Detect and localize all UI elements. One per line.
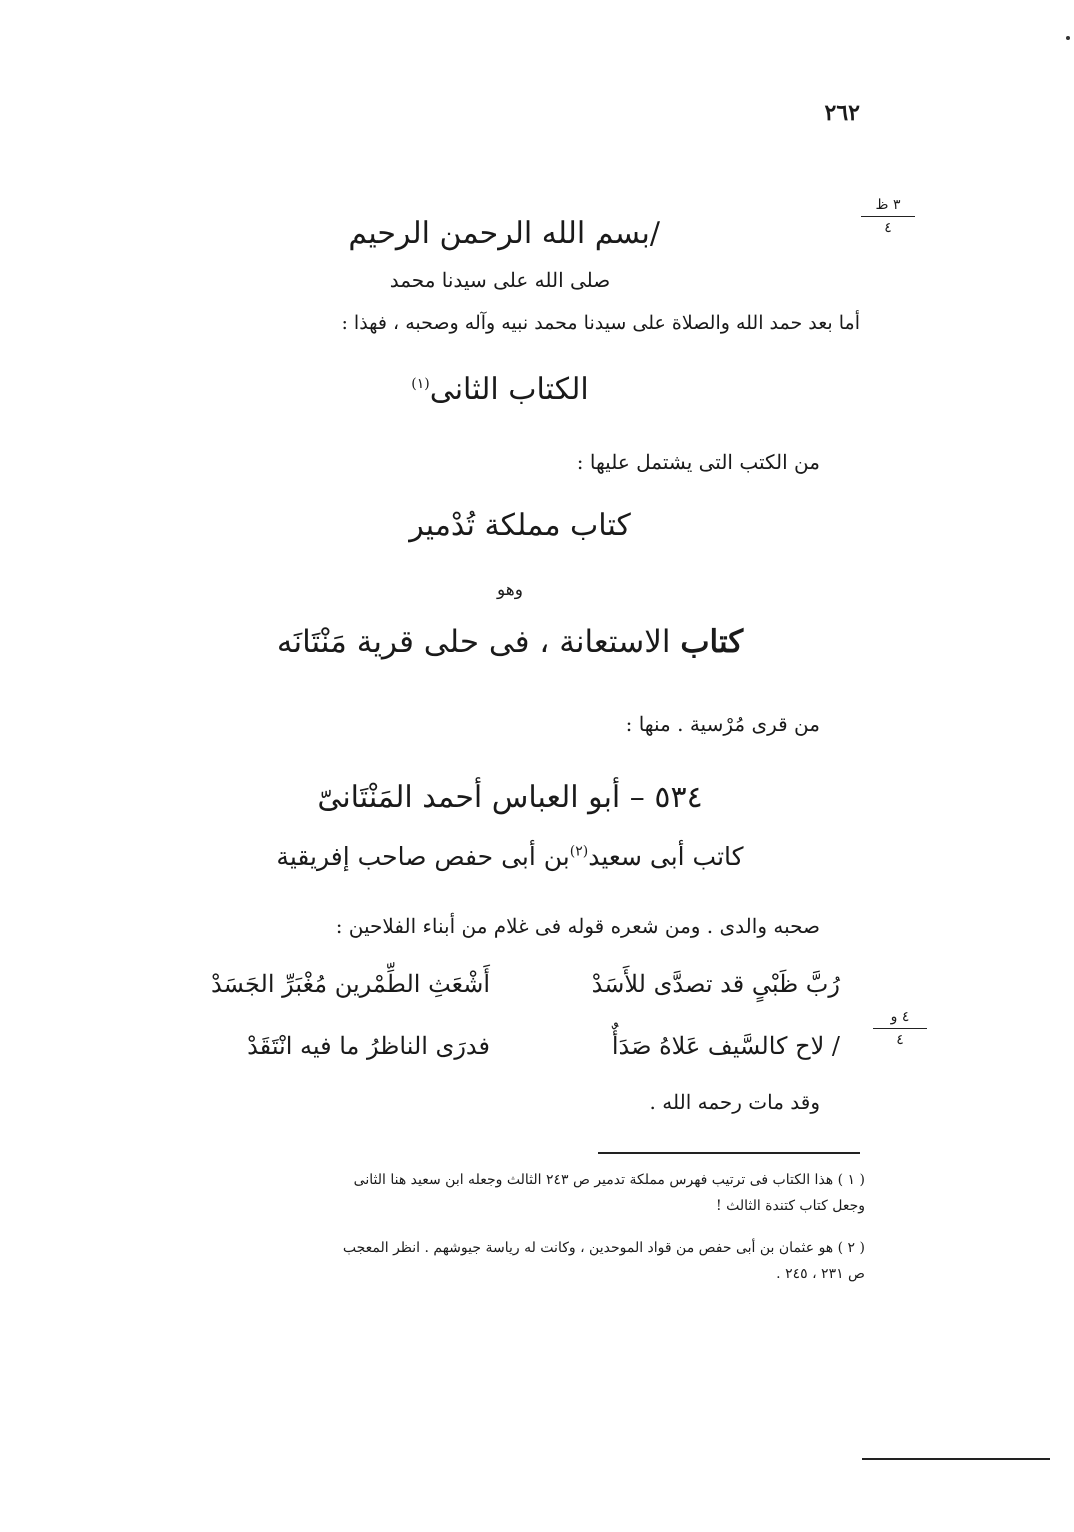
book-title-text: الكتاب الثانى [429, 372, 589, 407]
entry-title: ٥٣٤ – أبو العباس أحمد المَنْتَانىّ [317, 780, 703, 815]
verse-2-first-hemistich: / لاح كالسَّيف عَلاهُ صَدَأٌ [611, 1032, 840, 1060]
footnote-ref-1: (١) [411, 376, 430, 392]
katib-line [270, 842, 750, 872]
istiana-rest: الاستعانة ، فى حلى قرية مَنْتَانَه [276, 624, 671, 660]
verse-1-first-hemistich: رُبَّ ظَبْىٍ قد تصدَّى للأَسَدْ [591, 970, 840, 998]
kitab-word: كتاب [680, 624, 744, 660]
basmala-heading: /بسم الله الرحمن الرحيم [348, 216, 660, 251]
footnote-separator [598, 1152, 860, 1154]
verse-1-second-hemistich: أَشْعَثِ الطِّمْرين مُغْبَرِّ الجَسَدْ [211, 970, 490, 998]
margin-folio-denominator: ٤ [884, 220, 892, 236]
verse-2-second-hemistich: فدرَى الناظرُ ما فيه انْتَقَدْ [247, 1032, 490, 1060]
salla-line: صلى الله على سيدنا محمد [389, 268, 611, 292]
katib-before: كاتب أبى سعيد [588, 842, 744, 871]
margin-folio-numerator: ٣ ظ [875, 197, 901, 213]
margin-folio-numerator: ٤ و [890, 1009, 910, 1025]
kitab-istiana-heading [240, 624, 780, 661]
sahibahu-paragraph: صحبه والدى . ومن شعره قوله فى غلام من أبناء الفلاحين : [335, 914, 820, 938]
footnote-2-line-2: ص ٢٣١ ، ٢٤٥ . [776, 1266, 865, 1282]
footnote-2-line-1: ( ٢ ) هو عثمان بن أبى حفص من قواد الموحدين ، وكانت له رياسة جيوشهم . انظر المعجب [342, 1240, 865, 1256]
book-title [380, 372, 620, 408]
margin-folio-note-mid [870, 1008, 930, 1049]
margin-folio-rule [873, 1028, 927, 1029]
footnote-1-line-1: ( ١ ) هذا الكتاب فى ترتيب فهرس مملكة تدمير ص ٢٤٣ الثالث وجعله ابن سعيد هنا الثانى [353, 1172, 865, 1188]
page-number: ٢٦٢ [824, 100, 860, 126]
margin-folio-denominator: ٤ [896, 1032, 904, 1048]
bottom-rule [862, 1458, 1050, 1460]
closing-line: وقد مات رحمه الله . [649, 1090, 820, 1114]
scan-artifact-dot [1066, 36, 1070, 40]
footnote-1-line-2: وجعل كتاب كتندة الثالث ! [716, 1198, 865, 1214]
min-qura-line: من قرى مُرْسية . منها : [625, 712, 820, 736]
footnote-ref-2: (٢) [569, 843, 589, 860]
intro-paragraph: أما بعد حمد الله والصلاة على سيدنا محمد نبيه وآله وصحبه ، فهذا : [341, 312, 860, 334]
kitab-mamlaka-heading: كتاب مملكة تُدْمير [409, 508, 631, 543]
from-books-line: من الكتب التى يشتمل عليها : [576, 450, 820, 474]
wa-huwa-line: وهو [497, 580, 523, 600]
margin-folio-note-top [858, 196, 918, 237]
katib-after: بن أبى حفص صاحب إفريقية [276, 842, 570, 871]
margin-folio-rule [861, 216, 915, 217]
